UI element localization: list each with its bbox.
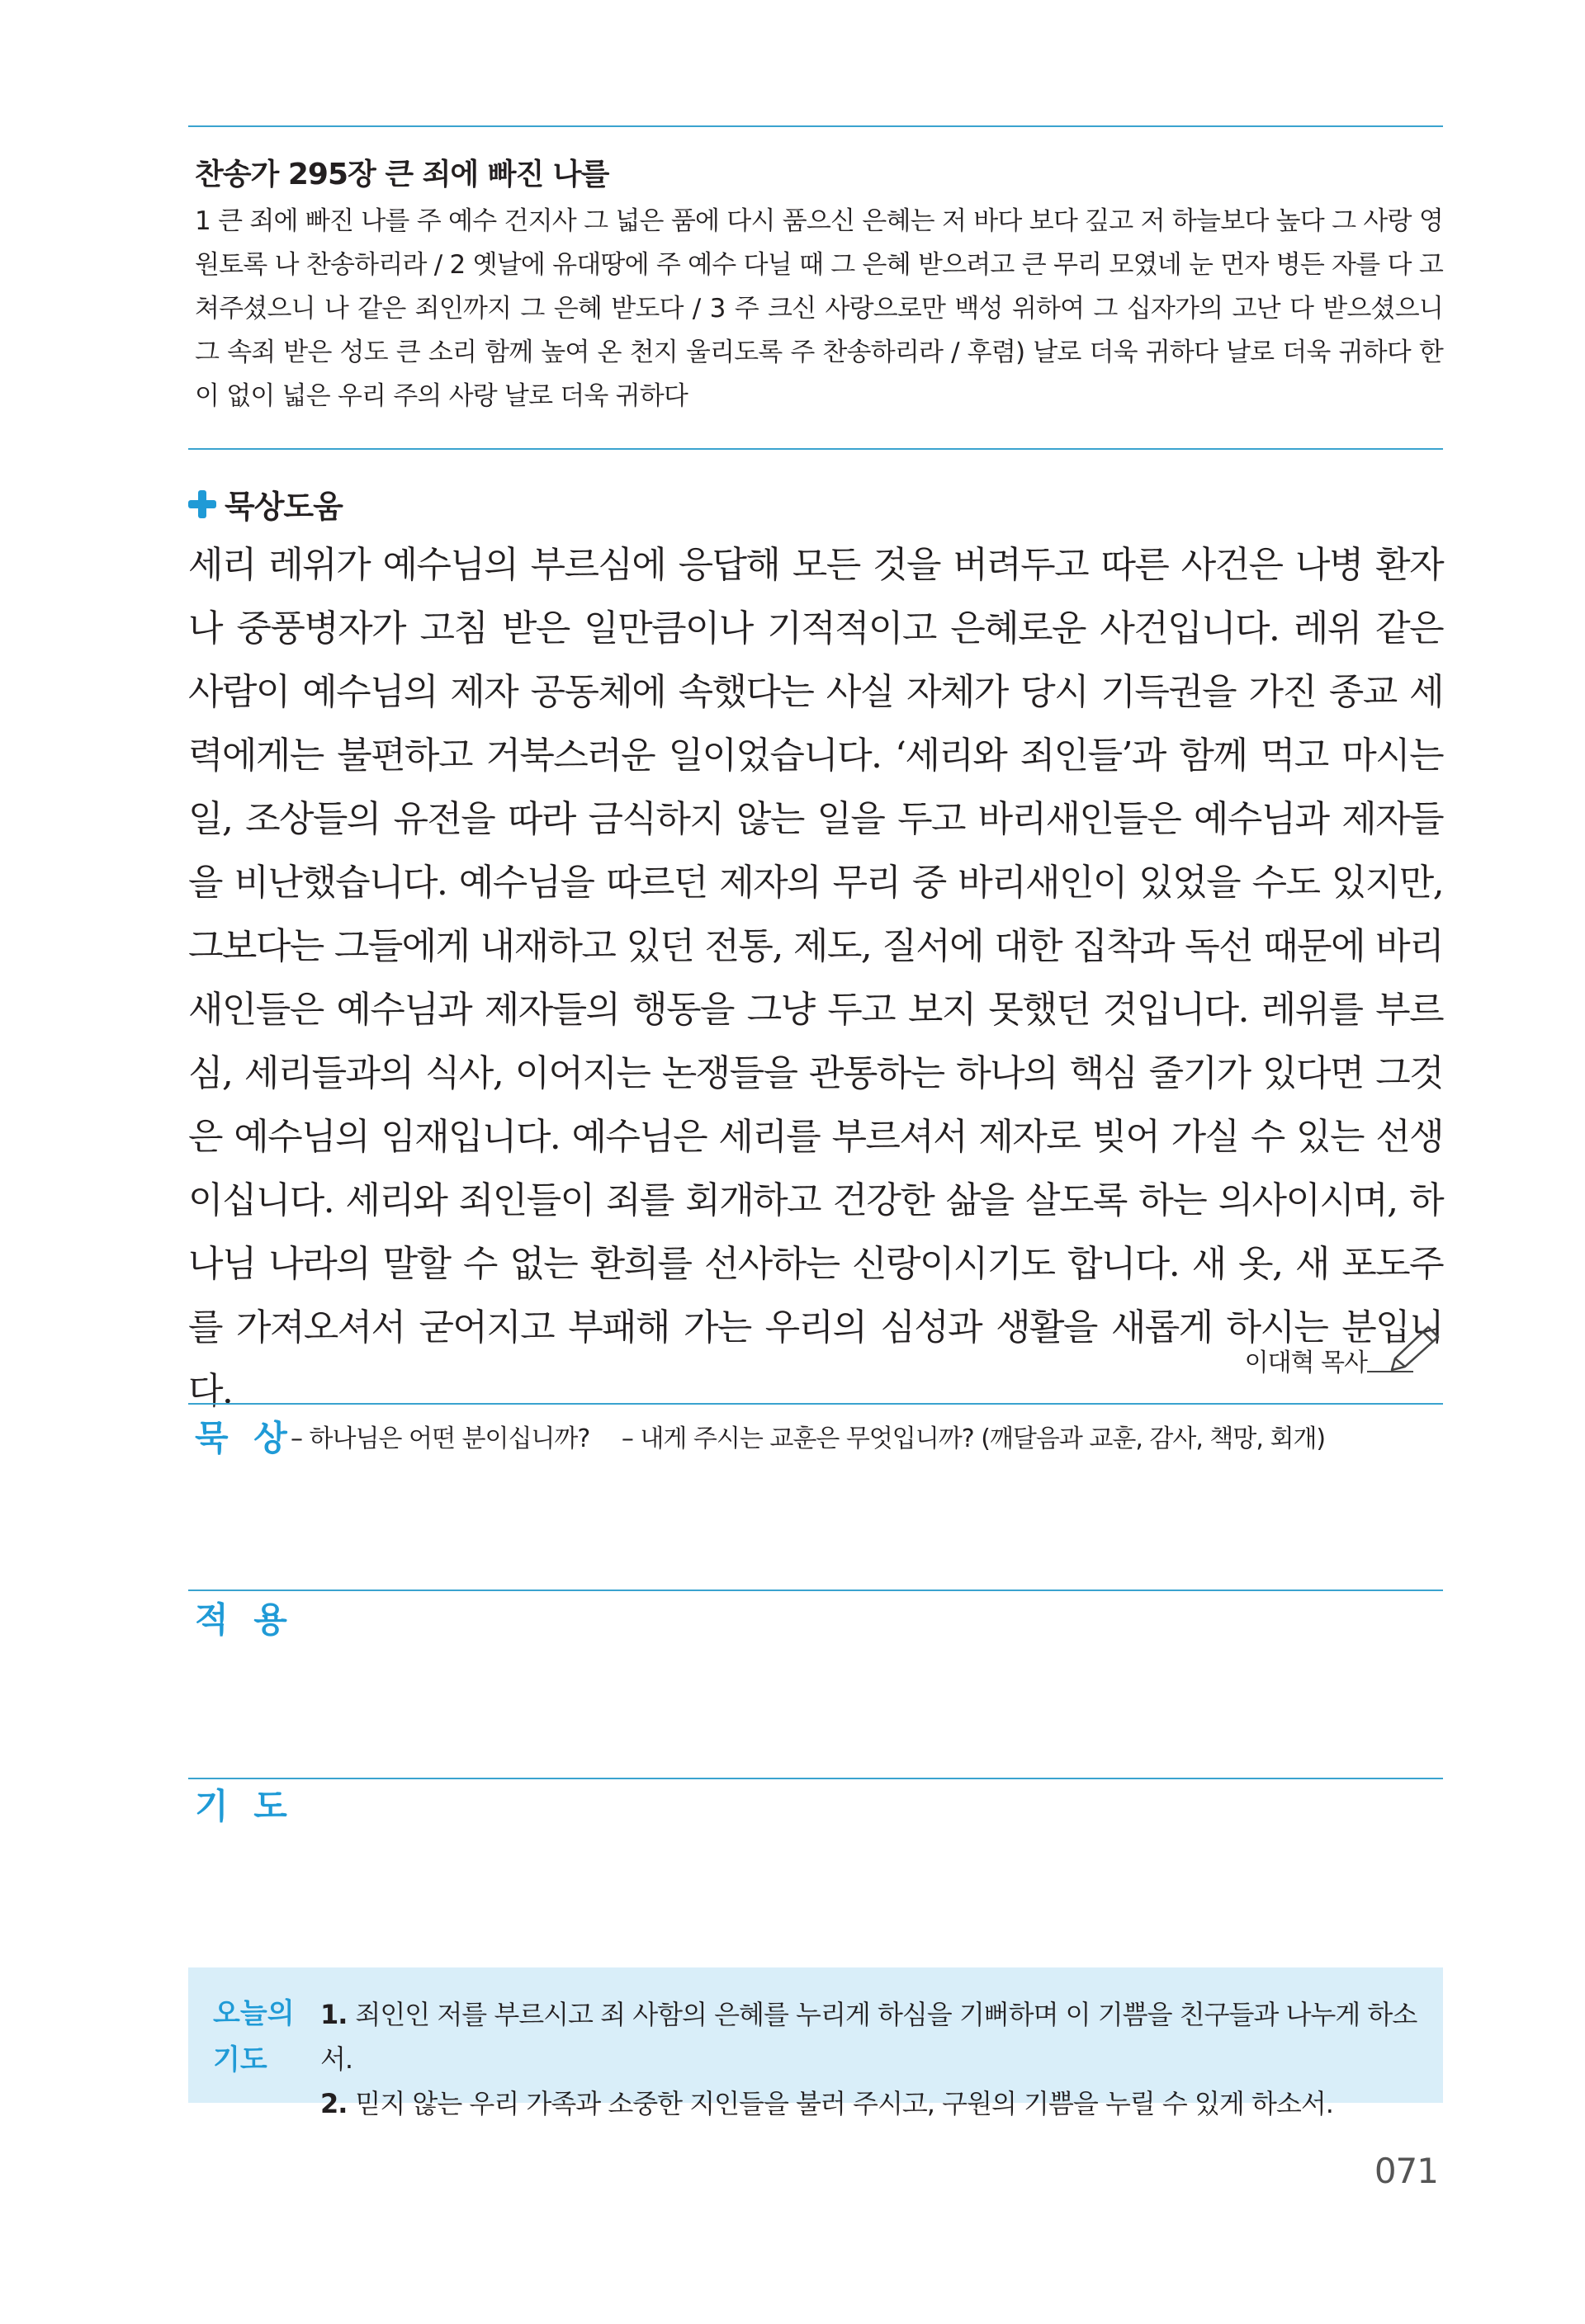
meditate-rule bbox=[188, 1403, 1443, 1405]
pencil-icon bbox=[1364, 1320, 1443, 1378]
today-prayer-label-line1: 오늘의 bbox=[213, 1997, 295, 2030]
pray-label: 기 도 bbox=[195, 1786, 294, 1826]
apply-label: 적 용 bbox=[195, 1599, 294, 1640]
today-prayer-items bbox=[320, 1992, 1443, 2126]
plus-icon bbox=[188, 490, 216, 518]
meditation-help-heading bbox=[188, 481, 343, 527]
item-number: 2. bbox=[320, 2088, 348, 2119]
hymn-bottom-rule bbox=[188, 448, 1443, 450]
meditate-question-2: – 내게 주시는 교훈은 무엇입니까? (깨달음과 교훈, 감사, 책망, 회개) bbox=[621, 1424, 1326, 1453]
meditation-help-body: 세리 레위가 예수님의 부르심에 응답해 모든 것을 버려두고 따른 사건은 나병 환자나 중풍병자가 고침 받은 일만큼이나 기적적이고 은혜로운 사건입니다. 레위 같은 사람이 예수님의 제자 공동체에 속했다는 사실 자체가 당시 기득권을 가진 종교 세력에게는 불편하고 거북스러운 일이었습니다. ‘세리와 죄인들’과 함께 먹고 마시는 일, 조상들의 유전을 따라 금식하지 않는 일을 두고 바리새인들은 예수님과 제자들을 비난했습니다. 예수님을 따르던 제자의 무리 중 바리새인이 있었을 수도 있지만, 그보다는 그들에게 내재하고 있던 전통, 제도, 질서에 대한 집착과 독선 때문에 바리새인들은 예수님과 제자들의 행동을 그냥 두고 보지 못했던 것입니다. 레위를 부르심, 세리들과의 식사, 이어지는 논쟁들을 관통하는 하나의 핵심 줄기가 있다면 그것은 예수님의 임재입니다. 예수님은 세리를 부르셔서 제자로 빚어 가실 수 있는 선생이십니다. 세리와 죄인들이 죄를 회개하고 건강한 삶을 살도록 하는 의사이시며, 하나님 나라의 말할 수 없는 환희를 선사하는 신랑이시기도 합니다. 새 옷, 새 포도주를 가져오셔서 굳어지고 부패해 가는 우리의 심성과 생활을 새롭게 하시는 분입니다. bbox=[188, 544, 1443, 1412]
item-number: 1. bbox=[320, 1999, 348, 2030]
hymn-lyrics: 1 큰 죄에 빠진 나를 주 예수 건지사 그 넓은 품에 다시 품으신 은혜는 저 바다 보다 깊고 저 하늘보다 높다 그 사랑 영원토록 나 찬송하리라 / 2 옛날에 유대땅에 주 예수 다닐 때 그 은혜 받으려고 큰 무리 모였네 눈 먼자 병든 자를 다 고쳐주셨으니 나 같은 죄인까지 그 은혜 받도다 / 3 주 크신 사랑으로만 백성 위하여 그 십자가의 고난 다 받으셨으니 그 속죄 받은 성도 큰 소리 함께 높여 온 천지 울리도록 주 찬송하리라 / 후렴) 날로 더욱 귀하다 날로 더욱 귀하다 한이 없이 넓은 우리 주의 사랑 날로 더욱 귀하다 bbox=[195, 206, 1443, 411]
today-prayer-item bbox=[320, 2081, 1443, 2126]
meditate-label: 묵 상 bbox=[195, 1418, 294, 1458]
author-name: 이대혁 목사 bbox=[1244, 1349, 1367, 1377]
today-prayer-box bbox=[188, 1967, 1443, 2119]
meditate-question-1: – 하나님은 어떤 분이십니까? bbox=[291, 1424, 590, 1453]
meditate-questions bbox=[291, 1418, 1350, 1454]
hymn-title: 찬송가 295장 큰 죄에 빠진 나를 bbox=[195, 158, 609, 191]
today-prayer-label-line2: 기도 bbox=[213, 2043, 267, 2076]
item-text: 믿지 않는 우리 가족과 소중한 지인들을 불러 주시고, 구원의 기쁨을 누릴 수 있게 하소서. bbox=[355, 2088, 1333, 2119]
today-prayer-item bbox=[320, 1992, 1443, 2081]
top-rule bbox=[188, 125, 1443, 127]
apply-rule bbox=[188, 1589, 1443, 1591]
hymn-box bbox=[188, 154, 1443, 418]
today-prayer-label bbox=[213, 1991, 295, 2083]
meditation-help-label: 묵상도움 bbox=[225, 489, 343, 525]
page-number: 071 bbox=[1374, 2151, 1438, 2191]
item-text: 죄인인 저를 부르시고 죄 사함의 은혜를 누리게 하심을 기뻐하며 이 기쁨을 친구들과 나누게 하소서. bbox=[320, 1999, 1417, 2075]
author-line bbox=[1245, 1320, 1443, 1378]
pray-rule bbox=[188, 1778, 1443, 1779]
